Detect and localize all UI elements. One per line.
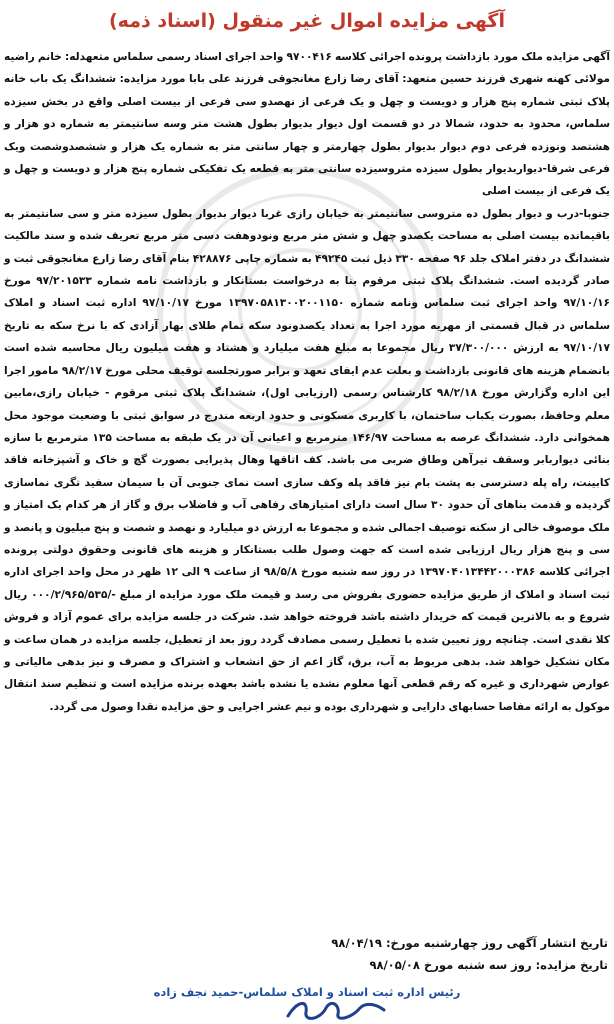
publish-date-line bbox=[8, 932, 608, 954]
dates-block bbox=[8, 932, 608, 976]
publish-date-value: ۹۸/۰۴/۱۹ bbox=[331, 936, 382, 950]
handwritten-signature-icon bbox=[280, 996, 390, 1024]
notice-title: آگهی مزایده اموال غیر منقول (اسناد ذمه) bbox=[108, 10, 505, 32]
auction-date-line bbox=[8, 954, 608, 976]
signature-line: رئیس اداره ثبت اسناد و املاک سلماس-حمید نجف زاده bbox=[153, 985, 461, 999]
notice-paragraph: آگهی مزایده ملک مورد بازداشت پرونده اجرائی کلاسه ۹۷۰۰۴۱۶ واحد اجرای اسناد رسمی سلماس متعهدله: خانم راضیه مولائی کهنه شهری فرزند حسین متعهد: آقای رضا زارع مغانجوقی فرزند علی بابا مورد مزایده: ششدانگ یک باب خانه پلاک ثبتی شماره پنج هزار و دویست و چهل و یک فرعی از نهصدو سی فرعی از بیست اصلی واقع در بخش سیزده سلماس، محدود به حدود، شمالا در دو قسمت اول دیوار بدیوار بطول هشت متر وسه سانتیمتر به شماره دو هزار و هشتصد ونوزده فرعی دوم دیوار بدیوار بطول چهارمتر و چهار سانتی متر به شماره یک هزار و ششصدوشصت ویک فرعی شرقا-دیواربدیوار بطول سیزده متروسیزده سانتی متر به قطعه یک تفکیکی شماره پنج هزار و دویست و چهل و یک فرعی از بیست اصلی bbox=[4, 51, 610, 198]
notice-body bbox=[4, 46, 610, 718]
notice-paragraph: جنوبا-درب و دیوار بطول ده متروسی سانتیمتر به خیابان رازی غربا دیوار بدیوار بطول سیزده متر و سی سانتیمتر به باقیمانده بیست اصلی به مساحت یکصدو چهل و شش متر مربع ونودوهفت دسی متر مربع تعریف شده و سند مالکیت ششدانگ در دفتر املاک جلد ۹۶ صفحه ۳۳۰ ذیل ثبت ۴۹۲۴۵ به شماره چاپی ۴۲۸۸۷۶ بنام آقای رضا زارع مغانجوقی ثبت و صادر گردیده است. ششدانگ پلاک ثبتی مرقوم بنا به درخواست بستانکار و بازداشت نامه شماره ۹۷/۲۰۱۵۳۳ مورخ ۹۷/۱۰/۱۶ واحد اجرای ثبت سلماس ونامه شماره ۱۳۹۷۰۵۸۱۳۰۰۲۰۰۱۱۵۰ مورخ ۹۷/۱۰/۱۷ اداره ثبت اسناد و املاک سلماس در قبال قسمتی از مهریه مورد اجرا به تعداد یکصدونود سکه تمام طلای بهار آزادی که با نرخ سکه به تاریخ ۹۷/۱۰/۱۷ به ارزش ۳۷/۳۰۰/۰۰۰ ریال مجموعا به مبلغ هفت میلیارد و هشتاد و هفت میلیون ریال محاسبه شده است بانضمام هزینه های قانونی بازداشت و بعلت عدم ایفای تعهد و برابر صورتجلسه توقیف محلی مورخ ۹۸/۲/۱۷ مامور اجرا این اداره وگزارش مورخ ۹۸/۲/۱۸ کارشناس رسمی (ارزیابی اول)، ششدانگ پلاک ثبتی مرقوم - خیابان رازی،مابین معلم وحافظ، بصورت یکباب ساختمان، با کاربری مسکونی و حدود اربعه مندرج در سوابق ثبتی با وضعیت موجود محل همخوانی دارد. ششدانگ عرصه به مساحت ۱۴۶/۹۷ مترمربع و اعیانی آن در یک طبقه به مساحت ۱۳۵ مترمربع با سازه بنائی دیواربابر وسقف تیرآهن وطاق ضربی می باشد. کف اتاقها وهال پذیرایی بصورت گچ و خاک و آشپزخانه فاقد کابینت، راه پله دسترسی به پشت بام نیز فاقد پله وکف سازی است نمای جنوبی آن با سیمان سفید تگری نماسازی گردیده و قدمت بناهای آن حدود ۳۰ سال است دارای امتیازهای رفاهی آب و فاضلاب برق و گاز از هر کدام یک امتیاز و ملک موصوف خالی از سکنه توصیف اجمالی شده و مجموعا به ارزش دو میلیارد و نهصد و شصت و پنج میلیون و پانصد و سی و پنج هزار ریال ارزیابی شده است که جهت وصول طلب بستانکار و هزینه های قانونی وحقوق دولتی پرونده اجرائی کلاسه ۱۳۹۷۰۴۰۱۳۴۴۲۰۰۰۳۸۶ در روز سه شنبه مورخ ۹۸/۵/۸ از ساعت ۹ الی ۱۲ ظهر در محل واحد اجرای اداره ثبت اسناد و املاک از طریق مزایده حضوری بفروش می رسد و قیمت ملک مورد مزایده از مبلغ -/۰۰۰/۲/۹۶۵/۵۳۵ ریال شروع و به بالاترین قیمت که خریدار داشته باشد فروخته خواهد شد. شرکت در جلسه مزایده برای عموم آزاد و فروش کلا نقدی است. چنانچه روز تعیین شده با تعطیل رسمی مصادف گردد روز بعد از تعطیل، جلسه مزایده در همان ساعت و مکان تشکیل خواهد شد. بدهی مربوط به آب، برق، گاز اعم از حق انشعاب و اشتراک و مصرف و نیز بدهی مالیاتی و عوارض شهرداری و غیره که رقم قطعی آنها معلوم نشده یا نشده باشد بعهده برنده مزایده است و تنظیم سند انتقال موکول به ارائه مفاصا حسابهای دارایی و شهرداری بوده و نیم عشر اجرایی و حق مزایده نقدا وصول می گردد. bbox=[4, 207, 611, 713]
publish-date-label: تاریخ انتشار آگهی روز چهارشنبه مورخ: bbox=[385, 936, 608, 950]
auction-date-label: تاریخ مزایده: روز سه شنبه مورخ bbox=[423, 958, 608, 972]
auction-date-value: ۹۸/۰۵/۰۸ bbox=[369, 958, 420, 972]
